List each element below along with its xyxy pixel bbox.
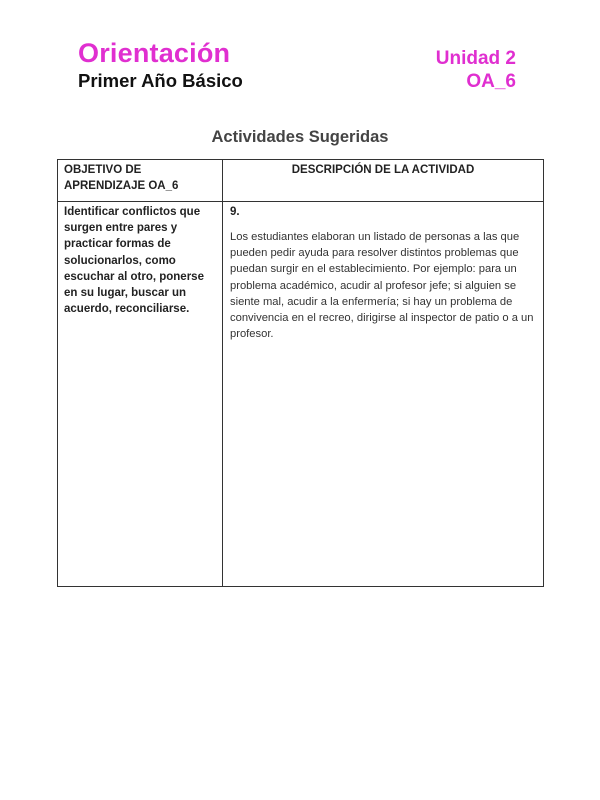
header-cell-description (223, 160, 544, 202)
table-row (58, 202, 544, 587)
grade-level: Primer Año Básico (78, 70, 243, 91)
header-objective-label: OBJETIVO DE APRENDIZAJE OA_6 (64, 164, 179, 192)
objective-cell (58, 202, 223, 587)
table-header-row (58, 160, 544, 202)
description-cell (223, 202, 544, 587)
header-right (436, 47, 516, 93)
subject-title: Orientación (78, 38, 231, 68)
header-left (78, 38, 243, 92)
unit-label: Unidad 2 (435, 48, 516, 69)
section-title: Actividades Sugeridas (211, 128, 389, 146)
objective-code: OA_6 (466, 71, 516, 92)
header-description-label: DESCRIPCIÓN DE LA ACTIVIDAD (291, 164, 475, 176)
objective-text: Identificar conflictos que surgen entre pares y practicar formas de solucionarlos, como escuchar al otro, ponerse en su lugar, buscar un acuerdo, reconciliarse. (64, 206, 204, 316)
activity-number: 9. (230, 206, 240, 218)
header-cell-objective (58, 160, 223, 202)
activity-description: Los estudiantes elaboran un listado de personas a las que pueden pedir ayuda para resolver distintos problemas que puedan surgir en el establecimiento. Por ejemplo: para un problema académico, acudir al profesor jefe; si alguien se siente mal, acudir a la enfermería; si hay un problema de convivencia en el recreo, dirigirse al inspector de patio o a un profesor. (230, 231, 534, 341)
activities-table (57, 159, 544, 587)
